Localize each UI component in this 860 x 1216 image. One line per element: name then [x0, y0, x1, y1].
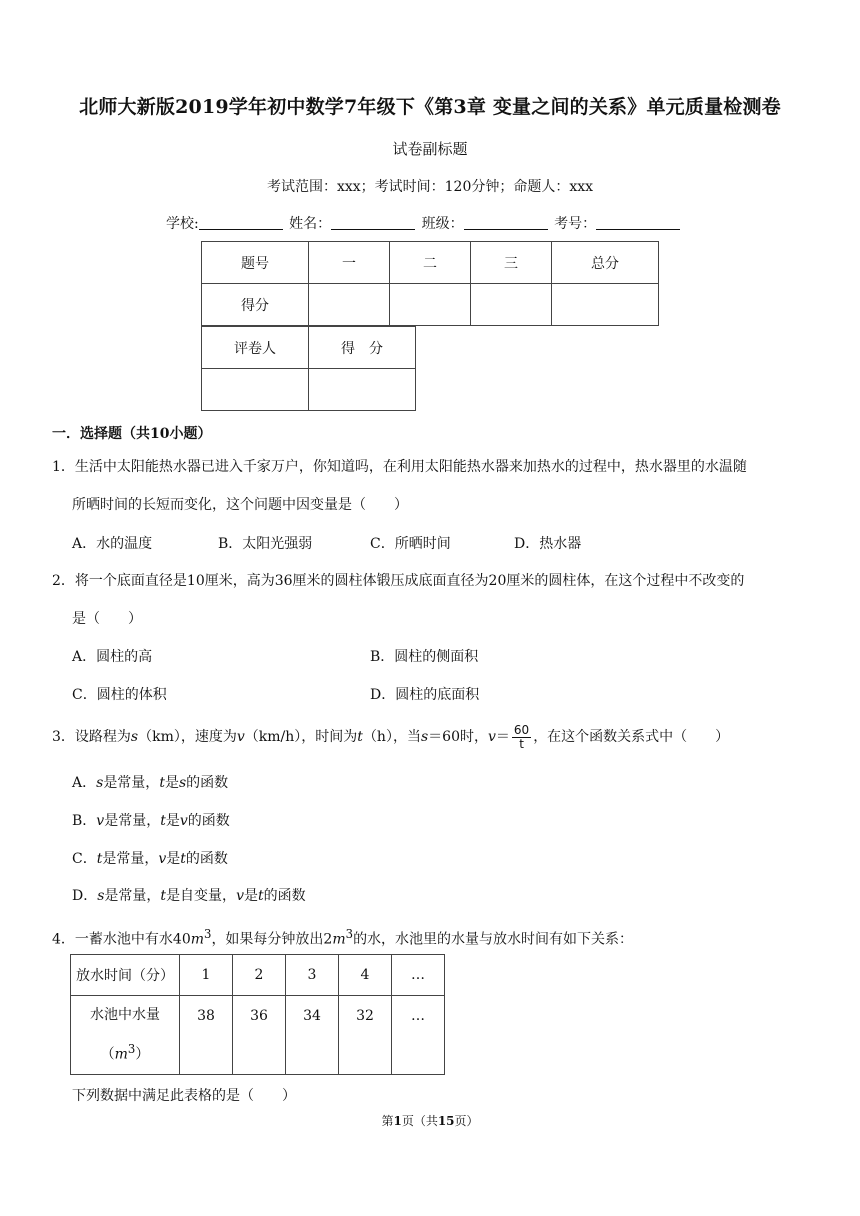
- water-volume-cell: 32: [339, 996, 392, 1075]
- water-time-cell: 1: [180, 955, 233, 996]
- grader-score-cell[interactable]: [309, 369, 416, 411]
- q3-var: v: [236, 729, 245, 745]
- q1-line2: 所晒时间的长短而变化，这个问题中因变量是（ ）: [72, 497, 408, 513]
- score-header-3: 三: [471, 242, 552, 284]
- grader-table: [201, 326, 416, 411]
- q3-text: ，在这个函数关系式中（ ）: [533, 729, 730, 745]
- q2-option-b[interactable]: B．圆柱的侧面积: [370, 649, 479, 665]
- score-table: [201, 241, 659, 326]
- q3-text: （km），速度为: [138, 729, 237, 745]
- score-header-1: 一: [309, 242, 390, 284]
- exam-number-label: 考号：: [554, 216, 597, 232]
- score-cell[interactable]: [471, 284, 552, 326]
- q3-option-d[interactable]: D．s是常量，t是自变量，v是t的函数: [72, 888, 306, 904]
- exam-number-blank[interactable]: [596, 214, 680, 230]
- fraction-denominator: t: [519, 736, 524, 751]
- name-blank[interactable]: [331, 214, 415, 230]
- student-fields: [166, 213, 682, 233]
- score-header-2: 二: [390, 242, 471, 284]
- q3-fraction: [512, 724, 531, 751]
- score-cell[interactable]: [390, 284, 471, 326]
- school-label: 学校:: [166, 216, 199, 232]
- name-label: 姓名：: [289, 216, 332, 232]
- q3-var: t: [357, 729, 363, 745]
- section-title: 一．选择题（共10小题）: [52, 426, 212, 442]
- q1-option-c[interactable]: C．所晒时间: [370, 536, 451, 552]
- water-table: [70, 954, 445, 1075]
- q1-option-b[interactable]: B．太阳光强弱: [218, 536, 313, 552]
- q1-line1: 1．生活中太阳能热水器已进入千家万户，你知道吗，在利用太阳能热水器来加热水的过程中，热水器里的水温随: [52, 459, 747, 475]
- q3-option-a[interactable]: A．s是常量，t是s的函数: [72, 775, 229, 791]
- q3-var: s: [130, 729, 139, 745]
- grader-header: 评卷人: [202, 327, 309, 369]
- q2-line2: 是（ ）: [72, 611, 142, 627]
- grader-cell[interactable]: [202, 369, 309, 411]
- grader-score-header: 得 分: [309, 327, 416, 369]
- score-header-total: 总分: [552, 242, 659, 284]
- exam-info: 考试范围：xxx；考试时间：120分钟；命题人：xxx: [266, 179, 594, 195]
- q4-after: 下列数据中满足此表格的是（ ）: [72, 1088, 296, 1104]
- q4-text: 4．一蓄水池中有水40: [52, 931, 191, 948]
- q3-text: ＝: [495, 729, 510, 745]
- water-volume-cell: 38: [180, 996, 233, 1075]
- score-row-label: 得分: [202, 284, 309, 326]
- q3-text: （km/h），时间为: [244, 729, 358, 745]
- q3-option-b[interactable]: B．v是常量，t是v的函数: [72, 813, 230, 829]
- q2-option-d[interactable]: D．圆柱的底面积: [370, 687, 480, 703]
- fraction-numerator: 60: [513, 722, 530, 737]
- q4-text: ，如果每分钟放出2: [211, 931, 333, 948]
- q3-stem: [52, 718, 729, 756]
- q2-line1: 2．将一个底面直径是10厘米，高为36厘米的圆柱体锻压成底面直径为20厘米的圆柱体，在这个过程中不改变的: [52, 573, 745, 589]
- q3-var: s: [420, 729, 429, 745]
- q4-stem: [52, 915, 633, 959]
- school-blank[interactable]: [199, 214, 283, 230]
- water-volume-cell: 34: [286, 996, 339, 1075]
- q3-option-c[interactable]: C．t是常量，v是t的函数: [72, 851, 228, 867]
- score-cell[interactable]: [552, 284, 659, 326]
- q1-option-d[interactable]: D．热水器: [514, 536, 582, 552]
- q2-option-a[interactable]: A．圆柱的高: [72, 649, 153, 665]
- water-row-label-volume: 水池中水量 $(m^3)$: [71, 996, 180, 1075]
- q3-text: ＝60时，: [428, 729, 488, 745]
- exam-title: 北师大新版2019学年初中数学7年级下《第3章 变量之间的关系》单元质量检测卷: [79, 96, 781, 118]
- page-number: 1: [393, 1114, 402, 1128]
- q2-option-c[interactable]: C．圆柱的体积: [72, 687, 167, 703]
- exam-subtitle: 试卷副标题: [392, 140, 468, 158]
- score-header-number: 题号: [202, 242, 309, 284]
- q4-unit: m: [332, 931, 346, 948]
- water-time-cell: …: [392, 955, 445, 996]
- water-volume-cell: …: [392, 996, 445, 1075]
- score-cell[interactable]: [309, 284, 390, 326]
- class-blank[interactable]: [464, 214, 548, 230]
- q3-text: 3．设路程为: [52, 729, 131, 745]
- q4-unit-exp: 3: [204, 927, 212, 941]
- q3-text: （h），当: [362, 729, 421, 745]
- water-row-label-time: 放水时间（分）: [71, 955, 180, 996]
- q4-unit-exp: 3: [345, 927, 354, 941]
- class-label: 班级：: [421, 216, 464, 232]
- page-footer: 第1页（共15页）: [381, 1114, 479, 1128]
- q4-text: 的水，水池里的水量与放水时间有如下关系：: [353, 931, 634, 948]
- total-pages: 15: [437, 1114, 455, 1128]
- water-volume-cell: 36: [233, 996, 286, 1075]
- water-time-cell: 4: [339, 955, 392, 996]
- q4-unit: m: [190, 931, 205, 948]
- water-time-cell: 3: [286, 955, 339, 996]
- q1-option-a[interactable]: A．水的温度: [72, 536, 153, 552]
- q3-var: v: [487, 729, 496, 745]
- water-time-cell: 2: [233, 955, 286, 996]
